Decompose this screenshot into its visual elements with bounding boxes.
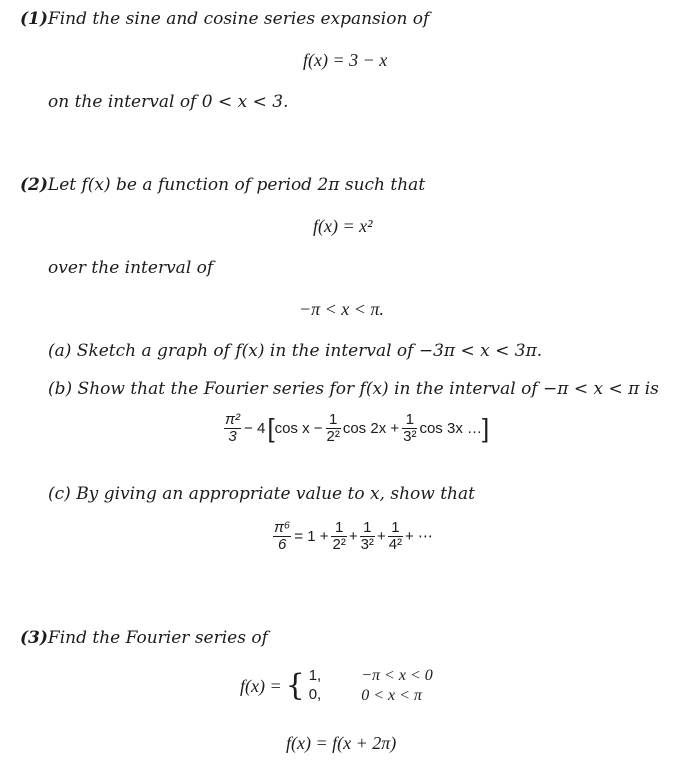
q2-number: (2): [20, 175, 48, 195]
q2-equation: f(x) = x²: [313, 216, 373, 236]
q1-equation: f(x) = 3 − x: [303, 50, 388, 70]
q2-over: over the interval of: [48, 258, 214, 278]
term-one-over-three-squared: [360, 520, 375, 553]
q2-intro: Let f(x) be a function of period 2π such that: [47, 175, 426, 195]
plus-sign-2: +: [376, 527, 386, 545]
frac2-numerator: 1: [405, 411, 414, 428]
frac1-denominator: 2²: [326, 427, 340, 445]
term-one-over-two-squared: [331, 520, 346, 553]
cos-3x-term: cos 3x …: [419, 419, 482, 437]
case2-condition: 0 < x < π: [361, 687, 422, 704]
term3-denominator: 4²: [388, 535, 403, 553]
q1-intro: Find the sine and cosine series expansion of: [47, 9, 430, 29]
cos-x-term: cos x −: [274, 419, 323, 437]
left-bracket: [: [267, 413, 275, 444]
term-one-over-four-squared: [388, 520, 403, 553]
case2-value: 0,: [308, 686, 322, 703]
q3-intro: Find the Fourier series of: [47, 628, 268, 648]
frac2-denominator: 3²: [403, 427, 417, 445]
q1-number: (1): [20, 9, 48, 29]
tail-ellipsis: + ⋯: [405, 528, 433, 546]
q3-number: (3): [20, 628, 48, 648]
term1-numerator: 1: [334, 519, 344, 536]
term2-numerator: 1: [363, 519, 372, 536]
series-identity: [273, 520, 433, 553]
frac1-numerator: 1: [329, 411, 338, 428]
left-brace: {: [285, 668, 305, 703]
q2-part-a: (a) Sketch a graph of f(x) in the interval of −3π < x < 3π.: [48, 341, 543, 361]
q1-interval: on the interval of 0 < x < 3.: [48, 92, 289, 112]
case1-condition: −π < x < 0: [361, 667, 433, 684]
one-over-two-squared: [326, 412, 341, 445]
plus-sign-1: +: [348, 527, 358, 545]
q3-heading: [20, 628, 268, 648]
pi-squared-over-3: [224, 412, 241, 445]
piecewise-lhs: f(x) =: [240, 675, 282, 696]
pi-sixth-over-6: [273, 520, 291, 553]
q2-interval: −π < x < π.: [299, 299, 384, 319]
q1-heading: [20, 9, 429, 29]
right-bracket: ]: [482, 413, 490, 444]
q2-part-b: (b) Show that the Fourier series for f(x) in the interval of −π < x < π is: [48, 379, 659, 399]
equals-one-plus: = 1 +: [294, 527, 329, 545]
term3-numerator: 1: [391, 519, 400, 536]
q2-part-c: (c) By giving an appropriate value to x, show that: [48, 484, 475, 504]
pi-squared-denominator: 3: [224, 428, 241, 445]
q2-heading: [20, 175, 425, 195]
pi-sixth-denominator: 6: [273, 536, 291, 553]
piecewise-conditions: [361, 666, 433, 706]
one-over-three-squared: [402, 412, 417, 445]
piecewise-values: [309, 667, 322, 705]
piecewise-definition: [240, 666, 433, 706]
cos-2x-term: cos 2x +: [342, 419, 400, 437]
periodicity-equation: f(x) = f(x + 2π): [286, 733, 397, 753]
fourier-series-expression: [224, 412, 489, 445]
minus-four: − 4: [244, 419, 266, 437]
term2-denominator: 3²: [360, 535, 374, 553]
pi-squared-numerator: π²: [225, 411, 241, 428]
pi-sixth-numerator: π⁶: [274, 519, 291, 536]
term1-denominator: 2²: [332, 535, 346, 553]
case1-value: 1,: [308, 667, 322, 685]
